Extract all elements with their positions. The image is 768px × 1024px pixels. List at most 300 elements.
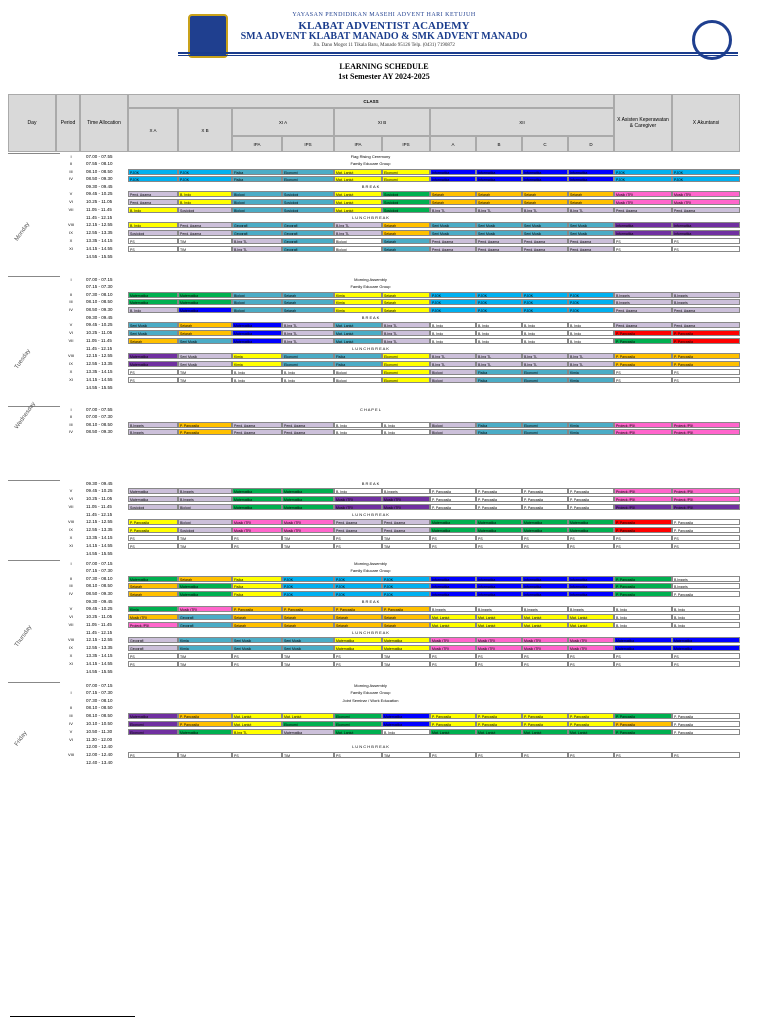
schedule-cell: Sejarah: [382, 246, 430, 252]
schedule-cell: Kimia: [568, 429, 614, 435]
schedule-cell: PS: [476, 752, 522, 758]
time-label: 08.10 - 08.50: [86, 583, 113, 588]
schedule-cell: Musik (TR): [282, 527, 334, 533]
schedule-cell: Matematika: [232, 504, 282, 510]
schedule-cell: Pend. Agama: [672, 322, 740, 328]
schedule-cell: Sosiologi: [178, 527, 232, 533]
time-label: 14.15 - 14.55: [86, 246, 113, 251]
col-xii-a: A: [430, 136, 476, 152]
schedule-cell: B.Ing TL: [522, 361, 568, 367]
schedule-cell: B. Indo: [568, 322, 614, 328]
schedule-cell: Mat. Lanjut: [232, 713, 282, 719]
schedule-cell: Ekonomi: [382, 361, 430, 367]
schedule-cell: Musik (TR): [672, 191, 740, 197]
time-label: 13.35 - 14.15: [86, 238, 113, 243]
time-label: 07.00 - 07.15: [86, 561, 113, 566]
period-label: VI: [69, 737, 73, 742]
schedule-cell: Pend. Agama: [232, 422, 282, 428]
period-label: IX: [69, 230, 73, 235]
schedule-cell: P. Pancasila: [568, 504, 614, 510]
schedule-cell: Mat. Lanjut: [430, 622, 476, 628]
row-banner: L U N C H B R E A K: [352, 630, 389, 635]
schedule-cell: PS: [128, 752, 178, 758]
schedule-cell: Matematika: [232, 496, 282, 502]
col-xa: X A: [128, 108, 178, 152]
schedule-cell: PJOK: [282, 591, 334, 597]
schedule-cell: Musik (TR): [522, 637, 568, 643]
schedule-cell: B. Indo: [430, 330, 476, 336]
schedule-cell: Mat. Lanjut: [334, 191, 382, 197]
schedule-cell: Sejarah: [382, 222, 430, 228]
schedule-cell: B.Ing TL: [522, 353, 568, 359]
schedule-cell: TIM: [178, 543, 232, 549]
schedule-cell: PS: [522, 661, 568, 667]
schedule-cell: P. Pancasila: [382, 606, 430, 612]
schedule-cell: Fisika: [232, 576, 282, 582]
schedule-cell: Matematika: [282, 504, 334, 510]
schedule-cell: Seni Musik: [282, 645, 334, 651]
schedule-cell: Musik (TR): [672, 199, 740, 205]
schedule-cell: Seni Musik: [178, 361, 232, 367]
schedule-cell: Musik (TR): [476, 645, 522, 651]
schedule-cell: Musik (TR): [128, 614, 178, 620]
schedule-cell: B.Ing TL: [568, 353, 614, 359]
schedule-cell: TIM: [382, 661, 430, 667]
row-banner: B R E A K: [361, 184, 380, 189]
time-label: 07.00 - 07.15: [86, 277, 113, 282]
time-label: 12.15 - 12.55: [86, 637, 113, 642]
schedule-cell: Informatika: [522, 591, 568, 597]
schedule-cell: TIM: [282, 543, 334, 549]
schedule-cell: PJOK: [476, 299, 522, 305]
schedule-cell: Musik (TR): [568, 645, 614, 651]
schedule-cell: Sejarah: [476, 199, 522, 205]
schedule-cell: B.Inggris: [522, 606, 568, 612]
schedule-cell: PS: [522, 535, 568, 541]
schedule-cell: P. Pancasila: [232, 606, 282, 612]
schedule-cell: Fisika: [334, 361, 382, 367]
schedule-cell: Pend. Agama: [430, 238, 476, 244]
schedule-cell: PS: [614, 535, 672, 541]
schedule-cell: P. Pancasila: [614, 519, 672, 525]
schedule-cell: Mat. Lanjut: [522, 729, 568, 735]
time-label: 12.55 - 13.35: [86, 527, 113, 532]
period-label: IX: [69, 645, 73, 650]
schedule-cell: Seni Musik: [522, 222, 568, 228]
schedule-cell: Informatika: [476, 169, 522, 175]
period-label: VIII: [67, 222, 74, 227]
schedule-cell: Kimia: [232, 353, 282, 359]
schedule-cell: Mat. Lanjut: [282, 713, 334, 719]
day-block: [8, 480, 60, 561]
time-label: 09.45 - 10.25: [86, 191, 113, 196]
schedule-cell: Matematika: [178, 292, 232, 298]
time-label: 13.35 - 14.15: [86, 369, 113, 374]
col-day: Day: [8, 94, 56, 152]
schedule-cell: TIM: [178, 752, 232, 758]
schedule-cell: Mat. Lanjut: [522, 614, 568, 620]
schedule-cell: P. Pancasila: [614, 527, 672, 533]
schedule-cell: B.Ing TL: [430, 207, 476, 213]
schedule-cell: Pend. Agama: [382, 527, 430, 533]
schedule-cell: PS: [128, 661, 178, 667]
day-block: [8, 682, 60, 771]
schedule-cell: Matematika: [178, 729, 232, 735]
schedule-cell: Matematika: [232, 488, 282, 494]
schedule-cell: PS: [522, 752, 568, 758]
schedule-cell: PJOK: [614, 176, 672, 182]
time-label: 14.15 - 14.55: [86, 661, 113, 666]
period-label: IX: [69, 527, 73, 532]
schedule-cell: Sejarah: [232, 614, 282, 620]
schedule-cell: Projeck (P5): [614, 429, 672, 435]
schedule-cell: Matematika: [614, 645, 672, 651]
schedule-cell: Mat. Lanjut: [568, 622, 614, 628]
schedule-cell: B. Indo: [382, 429, 430, 435]
time-label: 11.45 - 12.15: [86, 346, 113, 351]
schedule-cell: Matematika: [430, 527, 476, 533]
schedule-cell: PS: [430, 535, 476, 541]
schedule-cell: Biologi: [334, 377, 382, 383]
schedule-cell: Mat. Lanjut: [232, 721, 282, 727]
schedule-cell: PS: [672, 238, 740, 244]
schedule-cell: Sejarah: [128, 338, 178, 344]
row-banner: Morning Assembly: [354, 277, 387, 282]
schedule-cell: Ekonomi: [522, 429, 568, 435]
schedule-cell: PS: [128, 369, 178, 375]
day-label: Wednesday: [14, 401, 38, 431]
schedule-cell: B. Indo: [672, 614, 740, 620]
schedule-cell: Projeck (P5): [614, 422, 672, 428]
schedule-cell: Matematika: [568, 527, 614, 533]
period-label: V: [69, 729, 73, 734]
schedule-cell: B. Indo: [128, 222, 178, 228]
period-label: XI: [69, 543, 73, 548]
schedule-cell: Projeck (P5): [672, 429, 740, 435]
schedule-cell: Matematika: [382, 721, 430, 727]
schedule-cell: Seni Musik: [128, 322, 178, 328]
schedule-cell: Pend. Agama: [672, 307, 740, 313]
col-period: Period: [56, 94, 80, 152]
schedule-cell: PS: [476, 535, 522, 541]
schedule-cell: P. Pancasila: [672, 591, 740, 597]
schedule-cell: Seni Musik: [282, 637, 334, 643]
schedule-cell: PS: [232, 653, 282, 659]
schedule-cell: PS: [568, 752, 614, 758]
time-label: 14.55 - 15.55: [86, 669, 113, 674]
row-banner: Morning Assembly: [354, 683, 387, 688]
schedule-cell: Musik (TR): [232, 519, 282, 525]
schedule-cell: PS: [614, 661, 672, 667]
footnote-line: [10, 1016, 135, 1017]
schedule-cell: Fisika: [232, 169, 282, 175]
schedule-cell: PS: [430, 752, 476, 758]
schedule-cell: Biologi: [232, 207, 282, 213]
period-label: VII: [68, 622, 74, 627]
row-banner: C H A P E L: [359, 407, 382, 412]
schedule-cell: PJOK: [334, 583, 382, 589]
schedule-cell: TIM: [178, 535, 232, 541]
schedule-cell: Biologi: [232, 307, 282, 313]
schedule-cell: TIM: [178, 377, 232, 383]
schedule-cell: Geografi: [128, 645, 178, 651]
schedule-cell: B. Indo: [282, 377, 334, 383]
schedule-cell: TIM: [282, 653, 334, 659]
schedule-cell: Musik (TR): [334, 496, 382, 502]
schedule-cell: Sosiologi: [382, 191, 430, 197]
time-label: 11.05 - 11.45: [86, 622, 112, 627]
day-block: [8, 406, 60, 437]
time-label: 07.15 - 07.30: [86, 284, 113, 289]
schedule-cell: Matematika: [476, 519, 522, 525]
schedule-cell: P. Pancasila: [672, 527, 740, 533]
schedule-cell: Pend. Agama: [128, 199, 178, 205]
schedule-cell: Biologi: [334, 246, 382, 252]
time-label: 12.15 - 12.55: [86, 222, 113, 227]
schedule-cell: PS: [128, 653, 178, 659]
time-label: 12.00 - 12.40: [86, 752, 113, 757]
period-label: X: [69, 369, 73, 374]
schedule-cell: Sejarah: [382, 299, 430, 305]
schedule-cell: Matematika: [128, 353, 178, 359]
schedule-cell: Pend. Agama: [430, 246, 476, 252]
schedule-cell: Pend. Agama: [672, 207, 740, 213]
schedule-cell: Kimia: [178, 637, 232, 643]
document-title: LEARNING SCHEDULE: [339, 62, 429, 71]
period-label: IV: [69, 307, 73, 312]
schedule-cell: Sejarah: [282, 307, 334, 313]
schedule-cell: P. Pancasila: [522, 504, 568, 510]
schedule-cell: B.Ing TL: [232, 238, 282, 244]
schedule-cell: Mat. Lanjut: [568, 729, 614, 735]
col-xii-d: D: [568, 136, 614, 152]
schedule-cell: B. Indo: [672, 606, 740, 612]
schedule-cell: TIM: [382, 653, 430, 659]
time-label: 11.05 - 11.45: [86, 207, 112, 212]
schedule-cell: Matematika: [282, 488, 334, 494]
schedule-cell: P. Pancasila: [672, 338, 740, 344]
schedule-cell: Informatika: [672, 230, 740, 236]
time-label: 12.15 - 12.55: [86, 519, 113, 524]
schedule-cell: B. Indo: [232, 377, 282, 383]
time-label: 07.00 - 07.55: [86, 407, 113, 412]
schedule-cell: PS: [334, 543, 382, 549]
schedule-cell: Seni Musik: [232, 637, 282, 643]
period-label: XI: [69, 246, 73, 251]
schedule-cell: Sejarah: [282, 292, 334, 298]
schedule-cell: PS: [232, 661, 282, 667]
schedule-cell: Sejarah: [178, 576, 232, 582]
schedule-cell: P. Pancasila: [568, 496, 614, 502]
schedule-cell: Musik (TR): [614, 191, 672, 197]
schedule-cell: PS: [614, 752, 672, 758]
schedule-cell: Matematika: [282, 729, 334, 735]
schedule-cell: Matematika: [178, 299, 232, 305]
schedule-cell: B. Indo: [128, 207, 178, 213]
time-label: 12.55 - 13.35: [86, 230, 113, 235]
time-label: 08.50 - 09.30: [86, 307, 113, 312]
schedule-cell: Kimia: [568, 369, 614, 375]
period-label: X: [69, 653, 73, 658]
schedule-cell: Sosiologi: [178, 207, 232, 213]
schedule-cell: B.Ing TL: [382, 322, 430, 328]
period-label: VIII: [67, 637, 74, 642]
period-label: II: [69, 161, 73, 166]
col-xii: XII: [430, 108, 614, 136]
time-label: 11.05 - 11.45: [86, 504, 112, 509]
schedule-cell: P. Pancasila: [672, 330, 740, 336]
schedule-cell: Fisika: [232, 583, 282, 589]
schedule-cell: TIM: [382, 535, 430, 541]
period-label: XI: [69, 661, 73, 666]
schedule-cell: PS: [614, 653, 672, 659]
period-label: I: [70, 154, 72, 159]
schedule-cell: P. Pancasila: [568, 713, 614, 719]
schedule-cell: P. Pancasila: [672, 729, 740, 735]
schedule-cell: Matematika: [476, 527, 522, 533]
col-xia-ips: IPS: [282, 136, 334, 152]
schedule-cell: Matematika: [672, 645, 740, 651]
schedule-cell: Mat. Lanjut: [568, 614, 614, 620]
schedule-cell: PS: [334, 752, 382, 758]
schedule-cell: Sejarah: [128, 591, 178, 597]
schedule-cell: Mat. Lanjut: [476, 729, 522, 735]
schedule-cell: PS: [334, 535, 382, 541]
schedule-cell: TIM: [282, 752, 334, 758]
time-label: 07.00 - 07.55: [86, 154, 113, 159]
schedule-cell: B.Inggris: [672, 583, 740, 589]
col-xib-ips: IPS: [382, 136, 430, 152]
schedule-cell: PS: [128, 535, 178, 541]
period-label: V: [69, 322, 73, 327]
schedule-cell: Ekonomi: [282, 361, 334, 367]
schedule-cell: P. Pancasila: [614, 361, 672, 367]
time-label: 14.15 - 14.55: [86, 543, 113, 548]
schedule-cell: PS: [672, 535, 740, 541]
row-banner: L U N C H B R E A K: [352, 346, 389, 351]
schedule-cell: Musik (TR): [430, 645, 476, 651]
period-label: VIII: [67, 353, 74, 358]
schedule-cell: Musik (TR): [382, 496, 430, 502]
schedule-cell: PJOK: [568, 299, 614, 305]
schedule-cell: PS: [128, 543, 178, 549]
time-label: 12.00 - 12.40: [86, 744, 113, 749]
schedule-cell: Biologi: [232, 191, 282, 197]
period-label: III: [69, 422, 73, 427]
schedule-cell: B.Inggris: [614, 299, 672, 305]
schedule-cell: Seni Musik: [568, 222, 614, 228]
schedule-cell: P. Pancasila: [614, 576, 672, 582]
schedule-cell: Mat. Lanjut: [430, 729, 476, 735]
schedule-cell: P. Pancasila: [672, 713, 740, 719]
schedule-cell: PJOK: [568, 292, 614, 298]
schedule-cell: P. Pancasila: [282, 606, 334, 612]
schedule-cell: PS: [614, 369, 672, 375]
schedule-cell: Biologi: [178, 519, 232, 525]
schedule-cell: Matematika: [178, 583, 232, 589]
schedule-cell: Ekonomi: [334, 721, 382, 727]
schedule-cell: Kimia: [232, 361, 282, 367]
col-time: Time Allocation: [80, 94, 128, 152]
schedule-cell: P. Pancasila: [522, 496, 568, 502]
schedule-cell: PS: [232, 543, 282, 549]
schedule-cell: B.Ing TL: [232, 729, 282, 735]
schedule-cell: P. Pancasila: [614, 353, 672, 359]
schedule-cell: Matematika: [128, 576, 178, 582]
schedule-cell: P. Pancasila: [672, 721, 740, 727]
schedule-cell: Matematika: [178, 591, 232, 597]
schedule-cell: Sejarah: [282, 299, 334, 305]
day-label: Friday: [14, 729, 29, 748]
schedule-cell: B.Ing TL: [430, 353, 476, 359]
schedule-cell: PS: [128, 246, 178, 252]
schedule-cell: Matematika: [382, 713, 430, 719]
schedule-cell: Kimia: [334, 299, 382, 305]
schedule-cell: B.Ing TL: [430, 361, 476, 367]
schedule-cell: Ekonomi: [128, 721, 178, 727]
time-label: 11.30 - 12.00: [86, 737, 113, 742]
schedule-cell: Matematika: [334, 645, 382, 651]
schedule-cell: Sejarah: [382, 292, 430, 298]
period-label: I: [70, 407, 72, 412]
time-label: 09.30 - 09.45: [86, 481, 113, 486]
schedule-cell: P. Pancasila: [178, 713, 232, 719]
schedule-cell: TIM: [178, 246, 232, 252]
schedule-cell: Geografi: [178, 614, 232, 620]
schedule-cell: Pend. Agama: [282, 429, 334, 435]
schedule-cell: Sejarah: [430, 191, 476, 197]
schedule-cell: P. Pancasila: [178, 721, 232, 727]
schedule-cell: PS: [672, 246, 740, 252]
schedule-cell: Matematika: [128, 496, 178, 502]
schedule-cell: Geografi: [282, 230, 334, 236]
schedule-cell: Geografi: [282, 222, 334, 228]
schedule-cell: P. Pancasila: [568, 488, 614, 494]
schedule-cell: B.Ing TL: [334, 222, 382, 228]
time-label: 13.35 - 14.15: [86, 535, 113, 540]
schedule-cell: TIM: [382, 752, 430, 758]
schedule-cell: Sejarah: [334, 622, 382, 628]
schedule-cell: Geografi: [282, 246, 334, 252]
row-banner: Family Educare Group: [350, 568, 391, 573]
schedule-cell: PS: [430, 543, 476, 549]
schedule-cell: B.Inggris: [430, 606, 476, 612]
time-label: 09.45 - 10.25: [86, 606, 113, 611]
day-label: Thursday: [14, 624, 34, 649]
schedule-cell: Matematika: [614, 637, 672, 643]
schedule-cell: Informatika: [614, 230, 672, 236]
schedule-cell: TIM: [178, 238, 232, 244]
schedule-cell: Fisika: [334, 353, 382, 359]
schedule-cell: B. Indo: [334, 422, 382, 428]
schedule-cell: Sejarah: [568, 199, 614, 205]
schedule-cell: Pend. Agama: [178, 230, 232, 236]
schedule-cell: Informatika: [430, 583, 476, 589]
schedule-cell: PS: [614, 246, 672, 252]
schedule-cell: Biologi: [334, 238, 382, 244]
schedule-cell: B.Inggris: [178, 496, 232, 502]
schedule-cell: Mat. Lanjut: [334, 338, 382, 344]
schedule-cell: PS: [672, 661, 740, 667]
time-label: 07.30 - 08.10: [86, 698, 113, 703]
schedule-cell: Musik (TR): [178, 606, 232, 612]
schedule-cell: P. Pancasila: [178, 422, 232, 428]
period-label: VII: [68, 338, 74, 343]
schedule-cell: Ekonomi: [522, 377, 568, 383]
schedule-cell: Musik (TR): [614, 199, 672, 205]
schedule-cell: Ekonomi: [382, 369, 430, 375]
schedule-cell: P. Pancasila: [430, 721, 476, 727]
